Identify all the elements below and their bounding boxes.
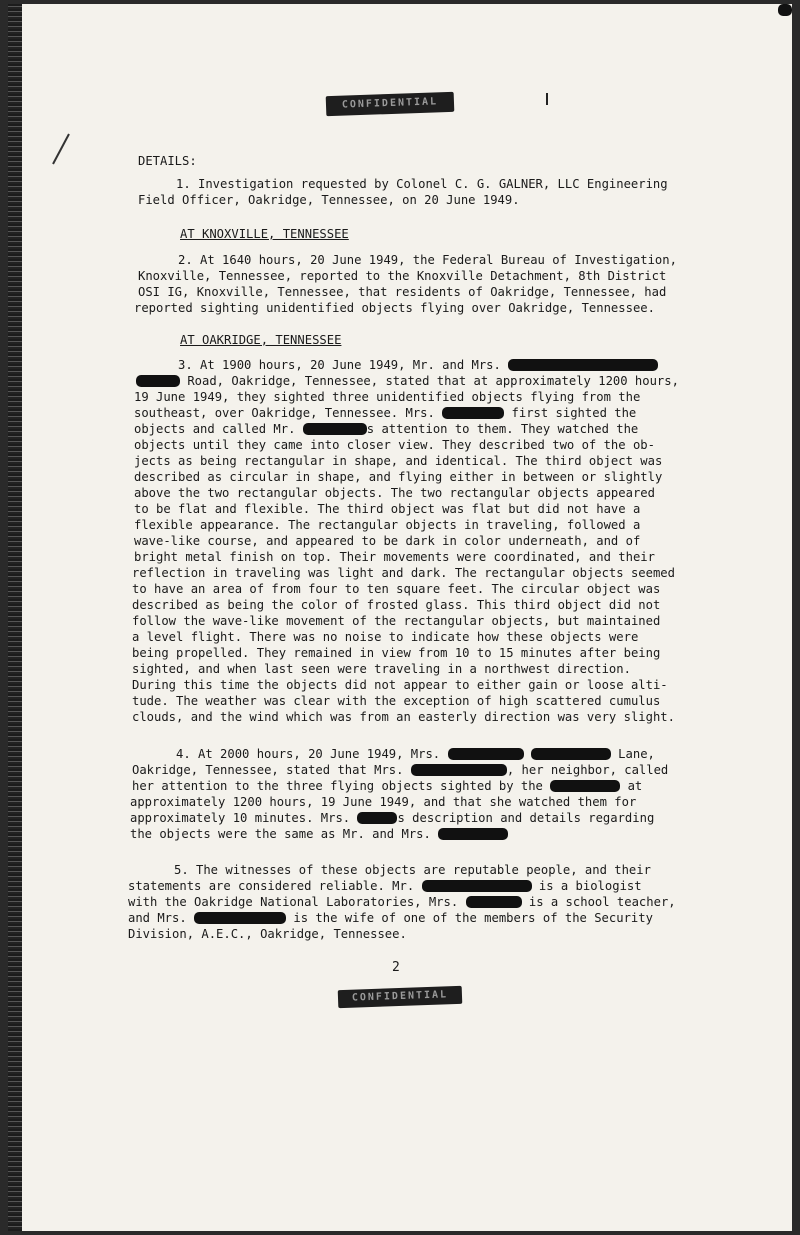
p4-line: approximately 1200 hours, 19 June 1949, and that she watched them for xyxy=(130,795,637,809)
p5-line: 5. The witnesses of these objects are reputable people, and their xyxy=(174,863,651,877)
redaction xyxy=(550,780,620,792)
redaction xyxy=(442,407,504,419)
pen-mark xyxy=(52,134,70,165)
redaction xyxy=(422,880,532,892)
p2-line: OSI IG, Knoxville, Tennessee, that residents of Oakridge, Tennessee, had xyxy=(138,285,667,299)
p4-line: Oakridge, Tennessee, stated that Mrs. , her neighbor, called xyxy=(132,763,669,777)
p3-line: jects as being rectangular in shape, and identical. The third object was xyxy=(134,454,663,468)
scan-border-left xyxy=(8,4,22,1231)
p1-line: Field Officer, Oakridge, Tennessee, on 20 June 1949. xyxy=(138,193,520,207)
redaction xyxy=(508,359,658,371)
classification-stamp-top: CONFIDENTIAL xyxy=(326,92,455,116)
p3-line: described as being the color of frosted glass. This third object did not xyxy=(132,598,661,612)
p4-line: 4. At 2000 hours, 20 June 1949, Mrs. Lane, xyxy=(176,747,655,761)
p2-line: reported sighting unidentified objects flying over Oakridge, Tennessee. xyxy=(134,301,655,315)
p1-line: 1. Investigation requested by Colonel C. G. GALNER, LLC Engineering xyxy=(176,177,668,191)
p3-line: bright metal finish on top. Their movements were coordinated, and their xyxy=(134,550,655,564)
p3-line: 19 June 1949, they sighted three unidentified objects flying from the xyxy=(134,390,641,404)
redaction xyxy=(194,912,286,924)
p3-line: a level flight. There was no noise to indicate how these objects were xyxy=(132,630,639,644)
p3-line: to have an area of from four to ten square feet. The circular object was xyxy=(132,582,661,596)
redaction xyxy=(136,375,180,387)
p3-line: clouds, and the wind which was from an easterly direction was very slight. xyxy=(132,710,675,724)
page-number: 2 xyxy=(392,960,400,975)
p3-line: sighted, and when last seen were traveling in a northwest direction. xyxy=(132,662,631,676)
p4-line: approximately 10 minutes. Mrs. s description and details regarding xyxy=(130,811,655,825)
p2-line: 2. At 1640 hours, 20 June 1949, the Federal Bureau of Investigation, xyxy=(178,253,677,267)
details-heading: DETAILS: xyxy=(138,154,197,168)
scan-border-right xyxy=(778,4,792,16)
classification-stamp-bottom: CONFIDENTIAL xyxy=(338,986,463,1008)
redaction xyxy=(531,748,611,760)
p3-line: to be flat and flexible. The third object was flat but did not have a xyxy=(134,502,641,516)
p3-line: described as circular in shape, and flying either in between or slightly xyxy=(134,470,663,484)
p3-line: wave-like course, and appeared to be dark in color underneath, and of xyxy=(134,534,641,548)
redaction xyxy=(411,764,507,776)
pen-mark xyxy=(546,93,548,105)
p3-line: follow the wave-like movement of the rectangular objects, but maintained xyxy=(132,614,661,628)
p3-line: being propelled. They remained in view from 10 to 15 minutes after being xyxy=(132,646,661,660)
p3-line: flexible appearance. The rectangular objects in traveling, followed a xyxy=(134,518,641,532)
redaction xyxy=(303,423,367,435)
p3-line: above the two rectangular objects. The two rectangular objects appeared xyxy=(134,486,655,500)
p3-line: reflection in traveling was light and dark. The rectangular objects seemed xyxy=(132,566,675,580)
document-page xyxy=(8,4,792,1231)
redaction xyxy=(357,812,397,824)
p4-line: the objects were the same as Mr. and Mrs. xyxy=(130,828,508,842)
p5-line: Division, A.E.C., Oakridge, Tennessee. xyxy=(128,927,407,941)
p3-line: During this time the objects did not appear to either gain or loose alti- xyxy=(132,678,668,692)
p2-line: Knoxville, Tennessee, reported to the Knoxville Detachment, 8th District xyxy=(138,269,667,283)
p5-line: and Mrs. is the wife of one of the members of the Security xyxy=(128,911,653,925)
p4-line: her attention to the three flying objects sighted by the at xyxy=(132,779,643,793)
redaction xyxy=(448,748,524,760)
redaction xyxy=(438,828,508,840)
p3-line: tude. The weather was clear with the exception of high scattered cumulus xyxy=(132,694,661,708)
p5-line: statements are considered reliable. Mr. is a biologist xyxy=(128,879,642,893)
p5-line: with the Oakridge National Laboratories, Mrs. is a school teacher, xyxy=(128,895,676,909)
p3-line: objects and called Mr. s attention to them. They watched the xyxy=(134,422,639,436)
section-heading-knoxville: AT KNOXVILLE, TENNESSEE xyxy=(180,227,349,241)
p3-line: southeast, over Oakridge, Tennessee. Mrs. first sighted the xyxy=(134,406,637,420)
p3-line: Road, Oakridge, Tennessee, stated that at approximately 1200 hours, xyxy=(136,375,679,389)
p3-line: objects until they came into closer view. They described two of the ob- xyxy=(134,438,655,452)
section-heading-oakridge: AT OAKRIDGE, TENNESSEE xyxy=(180,333,342,347)
redaction xyxy=(466,896,522,908)
p3-line: 3. At 1900 hours, 20 June 1949, Mr. and Mrs. xyxy=(178,359,658,373)
